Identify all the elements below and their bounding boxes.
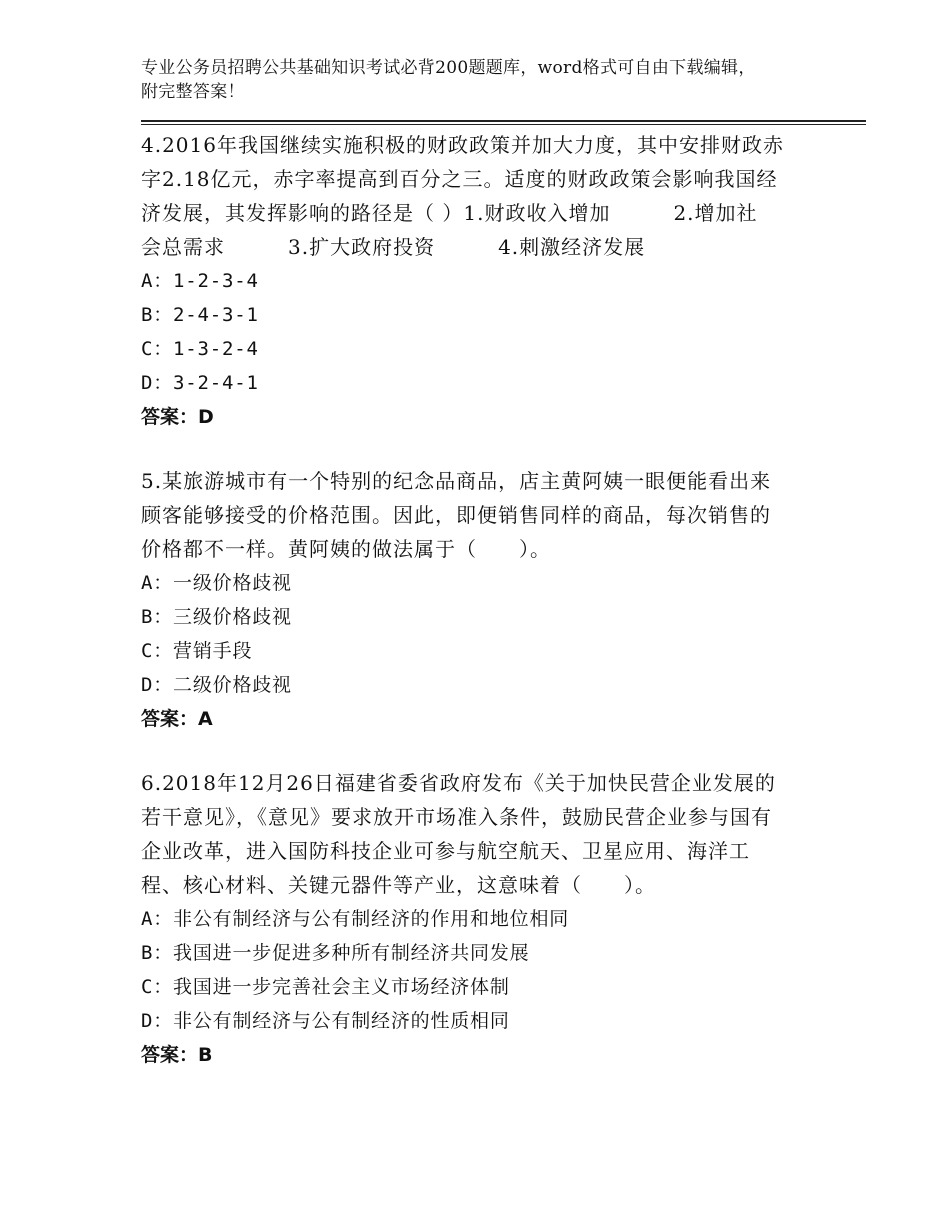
answer-label: 答案：D bbox=[141, 406, 214, 428]
header-line-2: 附完整答案！ bbox=[141, 82, 245, 102]
option-a: A：非公有制经济与公有制经济的作用和地位相同 bbox=[141, 908, 570, 930]
answer-label: 答案：B bbox=[141, 1044, 213, 1066]
header-line-1: 专业公务员招聘公共基础知识考试必背200题题库，word格式可自由下载编辑， bbox=[141, 58, 756, 78]
header-divider-thick bbox=[141, 120, 866, 122]
option-a: A：一级价格歧视 bbox=[141, 572, 292, 594]
option-d: D：非公有制经济与公有制经济的性质相同 bbox=[141, 1010, 510, 1032]
question-stem-line: 顾客能够接受的价格范围。因此，即便销售同样的商品，每次销售的 bbox=[141, 503, 771, 527]
question-stem-line: 济发展，其发挥影响的路径是（ ）1.财政收入增加 2.增加社 bbox=[141, 201, 758, 225]
header-divider-thin bbox=[141, 124, 866, 125]
question-stem-line: 字2.18亿元，赤字率提高到百分之三。适度的财政政策会影响我国经 bbox=[141, 167, 778, 191]
option-a: A：1-2-3-4 bbox=[141, 270, 259, 292]
question-stem-line: 会总需求 3.扩大政府投资 4.刺激经济发展 bbox=[141, 235, 646, 259]
option-b: B：我国进一步促进多种所有制经济共同发展 bbox=[141, 942, 530, 964]
question-list bbox=[141, 128, 811, 1102]
option-b: B：2-4-3-1 bbox=[141, 304, 259, 326]
question-stem-line: 程、核心材料、关键元器件等产业，这意味着（ ）。 bbox=[141, 873, 656, 897]
option-b: B：三级价格歧视 bbox=[141, 606, 292, 628]
question-stem-line: 若干意见》，《意见》要求放开市场准入条件，鼓励民营企业参与国有 bbox=[141, 805, 772, 829]
question-stem-line: 企业改革，进入国防科技企业可参与航空航天、卫星应用、海洋工 bbox=[141, 839, 750, 863]
option-c: C：我国进一步完善社会主义市场经济体制 bbox=[141, 976, 510, 998]
option-c: C：1-3-2-4 bbox=[141, 338, 259, 360]
option-d: D：3-2-4-1 bbox=[141, 372, 259, 394]
question-4 bbox=[141, 128, 811, 434]
question-stem-line: 5.某旅游城市有一个特别的纪念品商品，店主黄阿姨一眼便能看出来 bbox=[141, 469, 772, 493]
option-d: D：二级价格歧视 bbox=[141, 674, 292, 696]
question-6 bbox=[141, 766, 811, 1072]
page-header bbox=[141, 56, 841, 104]
option-c: C：营销手段 bbox=[141, 640, 253, 662]
answer-label: 答案：A bbox=[141, 708, 213, 730]
question-stem-line: 6.2018年12月26日福建省委省政府发布《关于加快民营企业发展的 bbox=[141, 771, 776, 795]
question-stem-line: 4.2016年我国继续实施积极的财政政策并加大力度，其中安排财政赤 bbox=[141, 133, 784, 157]
question-stem-line: 价格都不一样。黄阿姨的做法属于（ ）。 bbox=[141, 537, 551, 561]
question-5 bbox=[141, 464, 811, 736]
